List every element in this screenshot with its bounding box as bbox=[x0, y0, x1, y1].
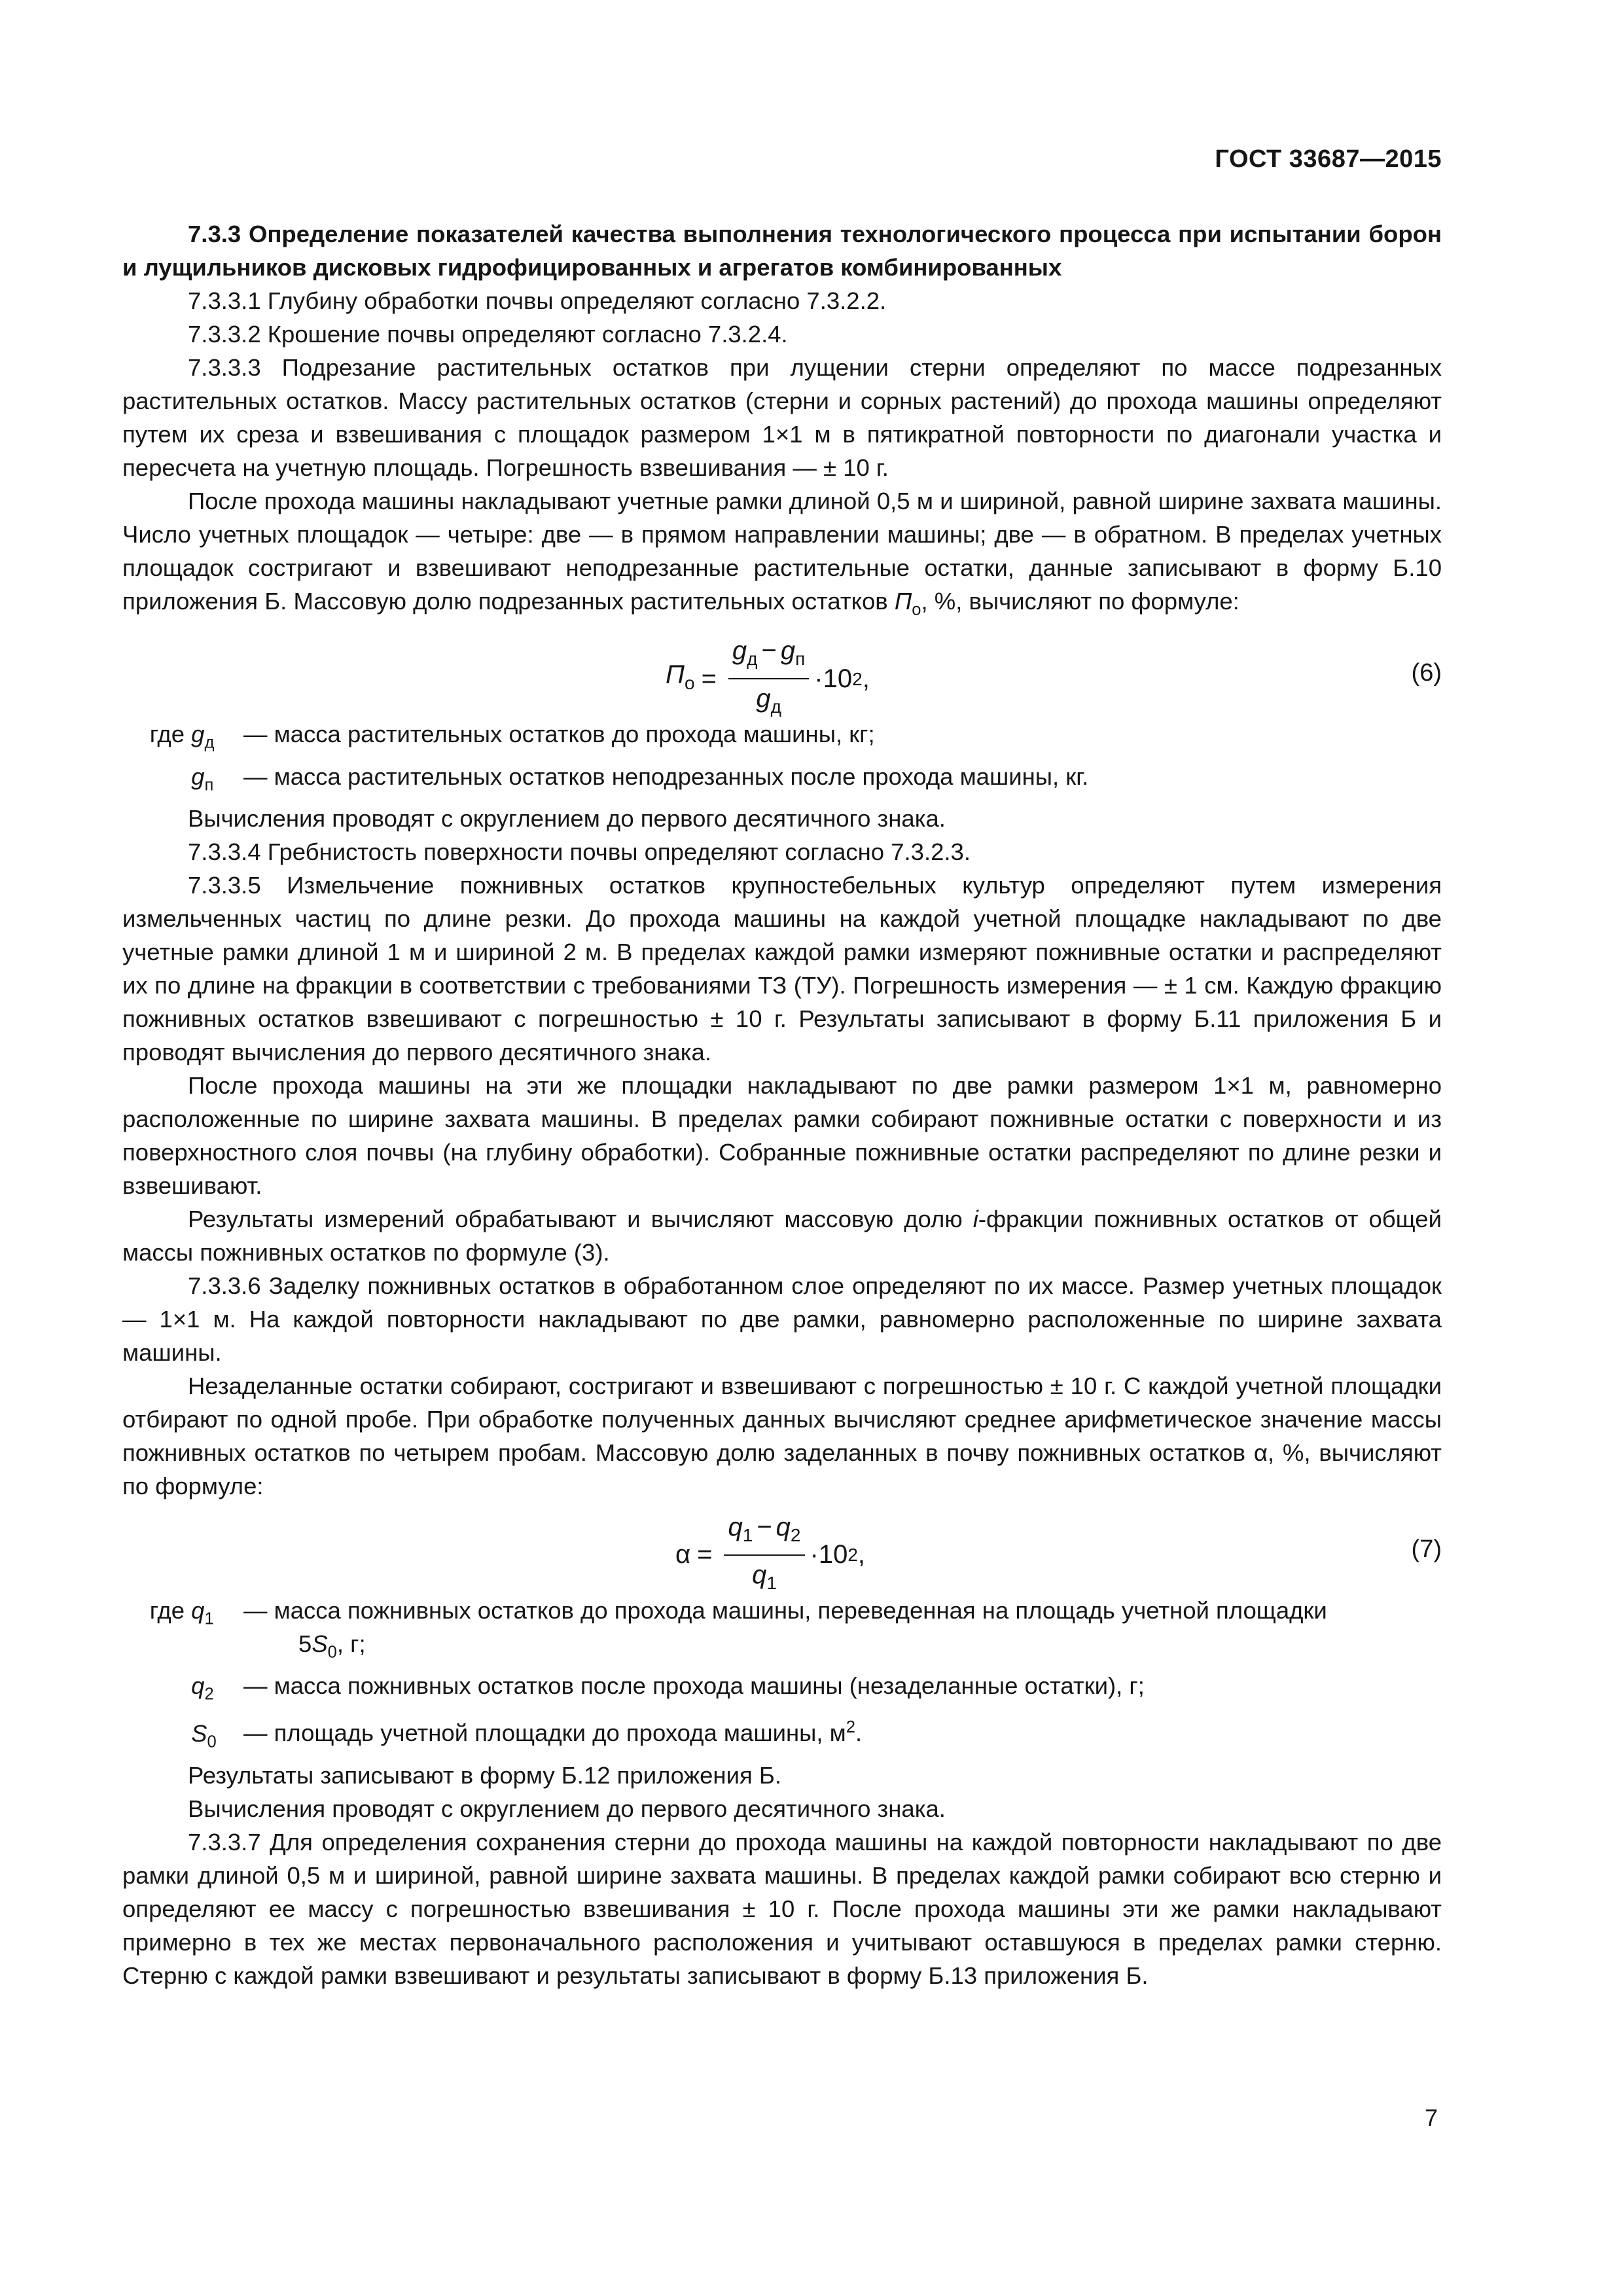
where-text bbox=[243, 1711, 1442, 1749]
sym-subscript: 0 bbox=[207, 1732, 217, 1751]
document-code: ГОСТ 33687—2015 bbox=[1215, 145, 1442, 173]
minus-sign: − bbox=[757, 1512, 772, 1541]
where-text-continuation bbox=[243, 1627, 1442, 1669]
sym: g bbox=[191, 721, 205, 748]
fraction bbox=[724, 1511, 804, 1600]
var-subscript: д bbox=[770, 696, 781, 717]
sym: q bbox=[191, 1596, 205, 1624]
var: g bbox=[780, 636, 796, 666]
paragraph: 7.3.3.3 Подрезание растительных остатков при лущении стерни определяют по массе подрезанных растительных остатков. Массу растительных остатков (стерни и сорных растений) до прохода машины определяют путем их среза и взвешивания с площадок размером 1×1 м в пятикратной повторности по диагонали участка и пересчета на учетную площадь. Погрешность взвешивания — ± 10 г. bbox=[122, 354, 1442, 481]
where-row bbox=[122, 1594, 1442, 1669]
sym: S bbox=[191, 1719, 207, 1747]
fraction-denominator bbox=[752, 1556, 777, 1600]
where-text-main: — масса пожнивных остатков до прохода машины, переведенная на площадь учетной площадки bbox=[243, 1596, 1327, 1624]
where-symbol bbox=[185, 717, 243, 759]
var-subscript: 1 bbox=[766, 1572, 777, 1593]
section-heading bbox=[122, 217, 1442, 284]
cont-suffix: , г; bbox=[336, 1630, 366, 1657]
var: q bbox=[752, 1560, 767, 1589]
paragraph: 7.3.3.6 Заделку пожнивных остатков в обработанном слое определяют по их массе. Размер учетных площадок — 1×1 м. На каждой повторности накладывают по две рамки, равномерно расположенные по ширине захвата машины. bbox=[122, 1272, 1442, 1366]
var: g bbox=[732, 636, 747, 666]
paragraph-text: -фракции пожнивных остатков от общей массы пожнивных остатков по формуле (3). bbox=[122, 1205, 1442, 1266]
var-subscript: 1 bbox=[742, 1524, 753, 1545]
where-text-end: . bbox=[855, 1719, 863, 1747]
paragraph: Результаты записывают в форму Б.12 приложения Б. bbox=[188, 1761, 781, 1789]
sym-subscript: 2 bbox=[204, 1685, 214, 1704]
section-number: 7.3.3 bbox=[188, 221, 241, 247]
cont-symbol: S bbox=[312, 1630, 328, 1657]
sym: g bbox=[191, 762, 205, 790]
var: q bbox=[776, 1512, 791, 1541]
paragraph: Вычисления проводят с округлением до первого десятичного знака. bbox=[188, 1795, 946, 1822]
where-lead: где bbox=[149, 721, 185, 748]
symbol: П bbox=[894, 588, 912, 615]
where-row bbox=[122, 1711, 1442, 1758]
sym-subscript: 1 bbox=[204, 1609, 214, 1628]
section-title: Определение показателей качества выполнения технологического процесса при испытании борон и лущильников дисковых гидрофицированных и агрегатов комбинированных bbox=[122, 221, 1442, 281]
where-text: — масса растительных остатков до прохода машины, кг; bbox=[243, 721, 875, 748]
paragraph bbox=[122, 484, 1442, 626]
formula-trail: , bbox=[862, 664, 870, 693]
paragraph: После прохода машины на эти же площадки накладывают по две рамки размером 1×1 м, равномерно расположенные по ширине захвата машины. В пределах рамки собирают пожнивные остатки с поверхности и из поверхностного слоя почвы (на глубину обработки). Собранные пожнивные остатки распределяют по длине резки и взвешивают. bbox=[122, 1071, 1442, 1199]
fraction-numerator bbox=[728, 634, 809, 679]
formula-expression bbox=[666, 634, 870, 723]
formula-number: (6) bbox=[1411, 659, 1442, 687]
var-subscript: 2 bbox=[790, 1524, 801, 1545]
fraction bbox=[728, 634, 809, 723]
where-text: — масса растительных остатков неподрезанных после прохода машины, кг. bbox=[243, 762, 1089, 790]
lhs-subscript: о bbox=[684, 672, 695, 693]
paragraph-text: После прохода машины накладывают учетные рамки длиной 0,5 м и шириной, равной ширине захвата машины. Число учетных площадок — четыре: две — в прямом направлении машины; две — в обратном. В пределах учетных площадок состригают и взвешивают неподрезанные растительные остатки, данные записывают в форму Б.10 приложения Б. Массовую долю подрезанных растительных остатков bbox=[122, 488, 1442, 615]
cont-prefix: 5 bbox=[298, 1630, 312, 1657]
where-symbol bbox=[185, 760, 243, 802]
factor: ·10 bbox=[814, 664, 853, 693]
factor-exponent: 2 bbox=[852, 668, 863, 689]
page-number: 7 bbox=[1424, 2104, 1438, 2131]
symbol: i bbox=[972, 1205, 978, 1232]
where-row bbox=[122, 760, 1442, 802]
paragraph: 7.3.3.2 Крошение почвы определяют согласно 7.3.2.4. bbox=[188, 321, 788, 348]
sym: q bbox=[191, 1672, 205, 1700]
formula-lhs: α bbox=[675, 1540, 691, 1570]
paragraph: 7.3.3.7 Для определения сохранения стерни до прохода машины на каждой повторности накладывают по две рамки длиной 0,5 м и шириной, равной ширине захвата машины. В пределах каждой рамки собирают всю стерню и определяют ее массу с погрешностью взвешивания ± 10 г. После прохода машины эти же рамки накладывают примерно в тех же местах первоначального расположения и учитывают оставшуюся в пределах рамки стерню. Стерню с каждой рамки взвешивают и результаты записывают в форму Б.13 приложения Б. bbox=[122, 1828, 1442, 1989]
where-symbol bbox=[185, 1594, 243, 1636]
paragraph bbox=[122, 1202, 1442, 1269]
factor: ·10 bbox=[810, 1540, 848, 1570]
formula-6 bbox=[122, 632, 1442, 717]
cont-subscript: 0 bbox=[327, 1643, 337, 1662]
where-row bbox=[122, 717, 1442, 759]
paragraph: 7.3.3.5 Измельчение пожнивных остатков крупностебельных культур определяют путем измерения измельченных частиц по длине резки. До прохода машины на каждой учетной площадке накладывают по две учетные рамки длиной 1 м и шириной 2 м. В пределах каждой рамки измеряют пожнивные остатки и распределяют их по длине на фракции в соответствии с требованиями ТЗ (ТУ). Погрешность измерения — ± 1 см. Каждую фракцию пожнивных остатков взвешивают с погрешностью ± 10 г. Результаты записывают в форму Б.11 приложения Б и проводят вычисления до первого десятичного знака. bbox=[122, 871, 1442, 1066]
formula-number: (7) bbox=[1411, 1535, 1442, 1563]
lhs-symbol: П bbox=[666, 660, 685, 689]
symbol-subscript: о bbox=[912, 600, 921, 619]
paragraph: 7.3.3.1 Глубину обработки почвы определяют согласно 7.3.2.2. bbox=[188, 287, 887, 314]
minus-sign: − bbox=[761, 636, 777, 666]
where-symbol bbox=[185, 1717, 243, 1759]
where-text: — масса пожнивных остатков после прохода машины (незаделанные остатки), г; bbox=[243, 1672, 1145, 1700]
equals-sign: = bbox=[701, 664, 717, 693]
unit-exponent: 2 bbox=[846, 1718, 855, 1737]
formula-lhs bbox=[666, 658, 695, 700]
where-lead: где bbox=[149, 1596, 185, 1624]
paragraph: Незаделанные остатки собирают, состригают и взвешивают с погрешностью ± 10 г. С каждой учетной площадки отбирают по одной пробе. При обработке полученных данных вычисляют среднее арифметическое значение массы пожнивных остатков по четырем пробам. Массовую долю заделанных в почву пожнивных остатков α, %, вычисляют по формуле: bbox=[122, 1372, 1442, 1499]
paragraph: 7.3.3.4 Гребнистость поверхности почвы определяют согласно 7.3.2.3. bbox=[188, 838, 971, 865]
fraction-numerator bbox=[724, 1511, 804, 1556]
page-content bbox=[122, 217, 1442, 1992]
factor-exponent: 2 bbox=[847, 1545, 858, 1566]
paragraph-text: , %, вычисляют по формуле: bbox=[921, 588, 1240, 615]
fraction-denominator bbox=[756, 679, 781, 723]
where-symbol bbox=[185, 1669, 243, 1711]
where-text bbox=[243, 1594, 1442, 1669]
where-row bbox=[122, 1669, 1442, 1711]
formula-trail: , bbox=[857, 1540, 866, 1570]
paragraph: Вычисления проводят с округлением до первого десятичного знака. bbox=[188, 804, 946, 832]
var: q bbox=[728, 1512, 743, 1541]
sym-subscript: п bbox=[204, 775, 214, 794]
paragraph-text: Результаты измерений обрабатывают и вычисляют массовую долю bbox=[188, 1205, 973, 1232]
sym-subscript: д bbox=[204, 733, 215, 752]
formula-7 bbox=[122, 1508, 1442, 1593]
var-subscript: п bbox=[795, 649, 806, 670]
formula-expression bbox=[675, 1511, 865, 1600]
where-text-main: — площадь учетной площадки до прохода машины, м bbox=[243, 1719, 846, 1747]
var-subscript: д bbox=[747, 649, 758, 670]
var: g bbox=[756, 684, 771, 713]
equals-sign: = bbox=[697, 1540, 713, 1570]
